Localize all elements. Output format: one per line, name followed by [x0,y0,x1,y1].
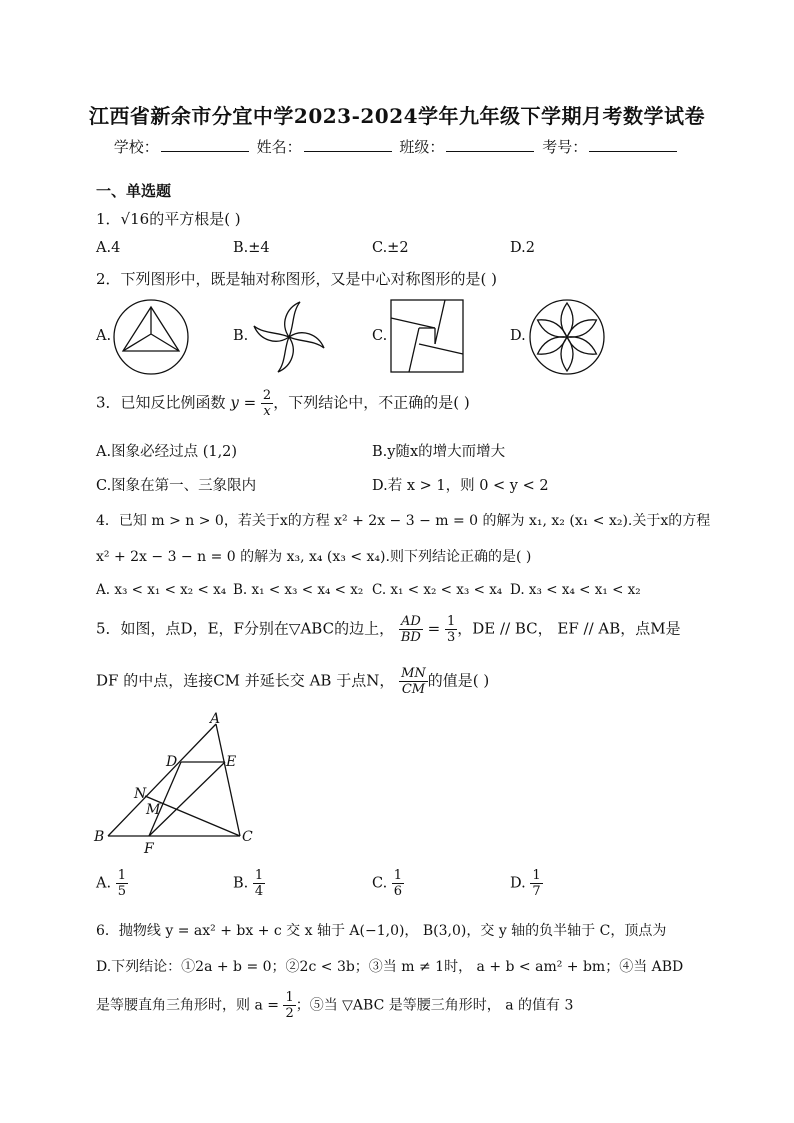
q4-line1: 4．已知 m > n > 0，若关于x的方程 x² + 2x − 3 − m = 0 的解为 x₁, x₂ (x₁ < x₂).关于x的方程 [96,513,711,529]
q5-frac1-num: AD [399,614,423,630]
q4-option-b: B. x₁ < x₃ < x₄ < x₂ [233,582,364,598]
q1-option-a: A.4 [96,240,121,256]
fig-label-b: B [94,829,105,845]
fig-label-n: N [134,786,147,802]
q6-line3-text: 是等腰直角三角形时，则 a = [96,997,279,1014]
exam-number-blank[interactable] [589,139,677,152]
fig-label-c: C [242,829,253,845]
q5-option-c-frac [392,868,404,899]
q5-option-a-frac [116,868,128,899]
q2-option-c: C. [372,328,388,344]
q2-figure-d [528,298,606,376]
q1-option-b: B.±4 [233,240,270,256]
q2-option-a: A. [96,328,112,344]
q5-line2-tail: 的值是( ) [427,671,490,690]
q4-option-c: C. x₁ < x₂ < x₃ < x₄ [372,582,503,598]
q6-half-num: 1 [285,990,294,1005]
fig-label-a: A [210,711,221,727]
q1-option-d: D.2 [510,240,535,256]
student-info-line [0,136,794,157]
q5-option-c-den: 6 [393,884,403,899]
q2-option-d: D. [510,328,526,344]
school-label: 学校： [113,138,159,156]
q5-triangle-figure [92,711,262,857]
q1-option-c: C.±2 [372,240,409,256]
q5-line1-tail: ，DE // BC， EF // AB，点M是 [457,619,681,638]
q5-frac-mn-cm [399,666,428,697]
q3-option-a: A.图象必经过点 (1,2) [96,444,238,460]
q5-option-a-den: 5 [117,884,126,899]
fig-label-m: M [146,802,161,818]
fig-label-d: D [166,754,178,770]
q2-figure-c [389,298,465,374]
q5-frac-ad-bd [399,614,423,645]
q5-frac-1-3 [445,614,457,645]
q5-option-b [233,868,265,899]
q3-stem [96,388,470,419]
q5-line2-text: DF 的中点，连接CM 并延长交 AB 于点N， [96,671,395,690]
q5-frac3-den: CM [401,682,426,697]
q5-option-c-num: 1 [393,868,403,883]
q5-option-b-num: 1 [254,868,264,883]
q2-option-b: B. [233,328,249,344]
q5-frac3-num: MN [401,666,426,681]
q4-option-a: A. x₃ < x₁ < x₂ < x₄ [96,582,227,598]
exam-number-label: 考号： [542,138,588,156]
q5-frac2-den: 3 [446,630,456,645]
q5-line2 [96,666,489,697]
school-blank[interactable] [161,139,249,152]
q2-stem: 2．下列图形中，既是轴对称图形，又是中心对称图形的是( ) [96,270,498,288]
q4-option-d: D. x₃ < x₄ < x₁ < x₂ [510,582,641,598]
fig-label-f: F [144,841,154,857]
q5-eq: = [427,619,441,638]
q6-half-den: 2 [285,1006,294,1021]
q6-line1: 6．抛物线 y = ax² + bx + c 交 x 轴于 A(−1,0)， B(3,0)，交 y 轴的负半轴于 C，顶点为 [96,923,667,939]
name-label: 姓名： [256,138,302,156]
q3-stem-text: 3．已知反比例函数 [96,393,226,412]
q5-line1 [96,614,681,645]
q5-option-d-letter: D. [510,875,526,892]
q3-func-fraction [261,388,273,419]
q2-figure-b [250,298,328,376]
q2-figure-a [112,298,190,376]
q5-option-d-den: 7 [532,884,541,899]
q3-func-num: 2 [262,388,272,403]
q5-option-a-letter: A. [96,875,112,892]
class-label: 班级： [399,138,445,156]
q1-stem: 1．√16的平方根是( ) [96,210,241,228]
q3-stem-tail: ，下列结论中，不正确的是( ) [273,393,470,412]
section-heading: 一、单选题 [96,182,172,200]
q5-line1-text: 5．如图，点D，E，F分别在▽ABC的边上， [96,619,395,638]
q5-frac2-num: 1 [446,614,456,629]
fig-label-e: E [226,754,237,770]
q3-option-b: B.y随x的增大而增大 [372,444,506,460]
q5-option-b-frac [253,868,265,899]
q5-option-a-num: 1 [117,868,126,883]
q5-frac1-den: BD [400,630,421,645]
q3-option-c: C.图象在第一、三象限内 [96,478,257,494]
name-blank[interactable] [304,139,392,152]
q6-line2: D.下列结论：①2a + b = 0；②2c < 3b；③当 m ≠ 1时， a + b < am² + bm；④当 ABD [96,959,684,975]
q6-line3 [96,990,573,1021]
class-blank[interactable] [446,139,534,152]
q5-option-b-letter: B. [233,875,249,892]
q5-option-a [96,868,128,899]
q3-func-den: x [263,404,271,419]
q5-option-c [372,868,404,899]
q5-option-d [510,868,543,899]
q6-half-fraction [283,990,295,1021]
q4-line2: x² + 2x − 3 − n = 0 的解为 x₃, x₄ (x₃ < x₄).则下列结论正确的是( ) [96,549,532,565]
q3-option-d: D.若 x > 1，则 0 < y < 2 [372,478,549,494]
q6-line3-tail: ；⑤当 ▽ABC 是等腰三角形时， a 的值有 3 [295,997,574,1014]
q3-func-lhs: y = [230,393,257,412]
q5-option-d-num: 1 [532,868,541,883]
q5-option-c-letter: C. [372,875,388,892]
q5-option-b-den: 4 [254,884,264,899]
q5-option-d-frac [530,868,542,899]
exam-title: 江西省新余市分宜中学2023-2024学年九年级下学期月考数学试卷 [88,104,706,128]
